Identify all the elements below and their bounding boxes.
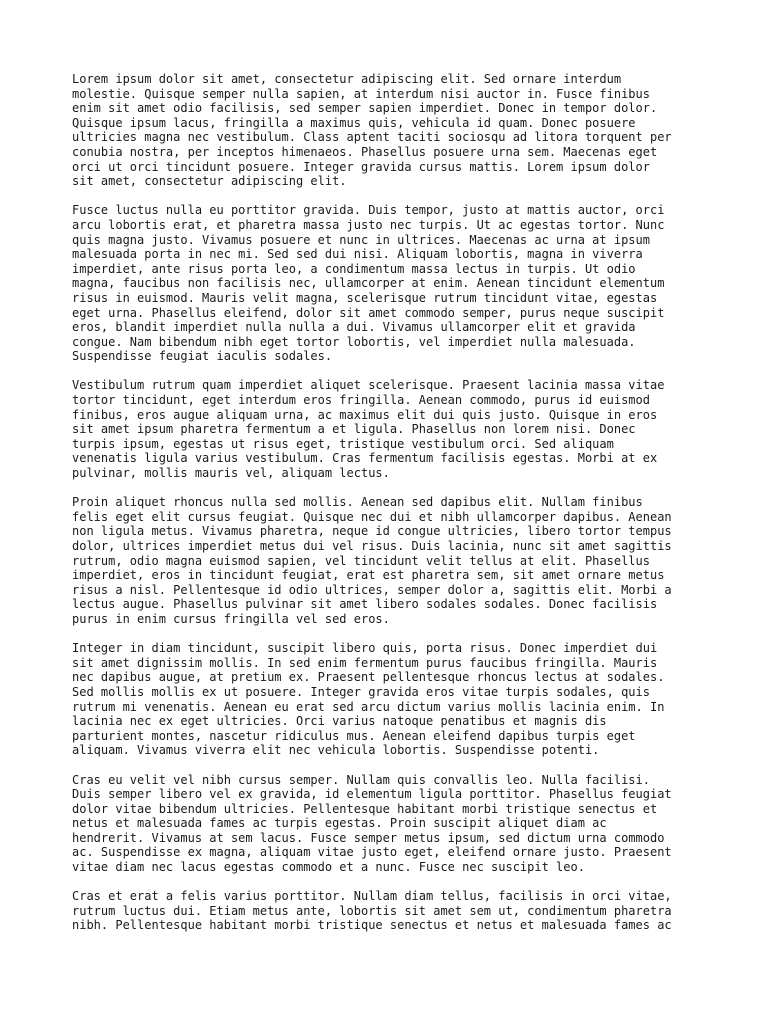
- paragraph-6: Cras eu velit vel nibh cursus semper. Nullam quis convallis leo. Nulla facilisi. Duis semper libero vel ex gravida, id elementum ligula porttitor. Phasellus feugiat dolor vitae bibendum ultricies. Pellentesque habitant morbi tristique senectus et netus et malesuada fames ac turpis egestas. Proin suscipit aliquet diam ac hendrerit. Vivamus at sem lacus. Fusce semper metus ipsum, sed dictum urna commodo ac. Suspendisse ex magna, aliquam vitae justo eget, eleifend ornare justo. Praesent vitae diam nec lacus egestas commodo et a nunc. Fusce nec suscipit leo.: [72, 772, 672, 875]
- paragraph-2: Fusce luctus nulla eu porttitor gravida. Duis tempor, justo at mattis auctor, orci arcu lobortis erat, et pharetra massa justo nec turpis. Ut ac egestas tortor. Nunc quis magna justo. Vivamus posuere et nunc in ultrices. Maecenas ac urna at ipsum malesuada porta in nec mi. Sed sed dui nisi. Aliquam lobortis, magna in viverra imperdiet, ante risus porta leo, a condimentum massa lectus in turpis. Ut odio magna, faucibus non facilisis nec, ullamcorper at enim. Aenean tincidunt elementum risus in euismod. Mauris velit magna, scelerisque rutrum tincidunt vitae, egestas eget urna. Phasellus eleifend, dolor sit amet commodo semper, purus neque suscipit eros, blandit imperdiet nulla nulla a dui. Vivamus ullamcorper elit et gravida congue. Nam bibendum nibh eget tortor lobortis, vel imperdiet nulla malesuada. Suspendisse feugiat iaculis sodales.: [72, 203, 665, 364]
- paragraph-5: Integer in diam tincidunt, suscipit libero quis, porta risus. Donec imperdiet dui sit amet dignissim mollis. In sed enim fermentum purus faucibus fringilla. Mauris nec dapibus augue, at pretium ex. Praesent pellentesque rhoncus lectus at sodales. Sed mollis mollis ex ut posuere. Integer gravida eros vitae turpis sodales, quis rutrum mi venenatis. Aenean eu erat sed arcu dictum varius mollis lacinia enim. In lacinia nec ex eget ultricies. Orci varius natoque penatibus et magnis dis parturient montes, nascetur ridiculus mus. Aenean eleifend dapibus turpis eget aliquam. Vivamus viverra elit nec vehicula lobortis. Suspendisse potenti.: [72, 641, 665, 758]
- document-page: [72, 72, 702, 1024]
- paragraph-4: Proin aliquet rhoncus nulla sed mollis. Aenean sed dapibus elit. Nullam finibus felis eget elit cursus feugiat. Quisque nec dui et nibh ullamcorper dapibus. Aenean non ligula metus. Vivamus pharetra, neque id congue ultricies, libero tortor tempus dolor, ultrices imperdiet metus dui vel risus. Duis lacinia, nunc sit amet sagittis rutrum, odio magna euismod sapien, vel tincidunt velit tellus at elit. Phasellus imperdiet, eros in tincidunt feugiat, erat est pharetra sem, sit amet ornare metus risus a nisl. Pellentesque id odio ultrices, semper dolor a, sagittis elit. Morbi a lectus augue. Phasellus pulvinar sit amet libero sodales sodales. Donec facilisis purus in enim cursus fringilla vel sed eros.: [72, 495, 672, 626]
- paragraph-3: Vestibulum rutrum quam imperdiet aliquet scelerisque. Praesent lacinia massa vitae tortor tincidunt, eget interdum eros fringilla. Aenean commodo, purus id euismod finibus, eros augue aliquam urna, ac maximus elit dui quis justo. Quisque in eros sit amet ipsum pharetra fermentum a et ligula. Phasellus non lorem nisi. Donec turpis ipsum, egestas ut risus eget, tristique vestibulum orci. Sed aliquam venenatis ligula varius vestibulum. Cras fermentum facilisis egestas. Morbi at ex pulvinar, mollis mauris vel, aliquam lectus.: [72, 378, 665, 481]
- paragraph-1: Lorem ipsum dolor sit amet, consectetur adipiscing elit. Sed ornare interdum molestie. Quisque semper nulla sapien, at interdum nisi auctor in. Fusce finibus enim sit amet odio facilisis, sed semper sapien imperdiet. Donec in tempor dolor. Quisque ipsum lacus, fringilla a maximus quis, vehicula id quam. Donec posuere ultricies magna nec vestibulum. Class aptent taciti sociosqu ad litora torquent per conubia nostra, per inceptos himenaeos. Phasellus posuere urna sem. Maecenas eget orci ut orci tincidunt posuere. Integer gravida cursus mattis. Lorem ipsum dolor sit amet, consectetur adipiscing elit.: [72, 72, 672, 189]
- paragraph-7: Cras et erat a felis varius porttitor. Nullam diam tellus, facilisis in orci vitae, rutrum luctus dui. Etiam metus ante, lobortis sit amet sem ut, condimentum pharetra nibh. Pellentesque habitant morbi tristique senectus et netus et malesuada fames ac: [72, 889, 672, 933]
